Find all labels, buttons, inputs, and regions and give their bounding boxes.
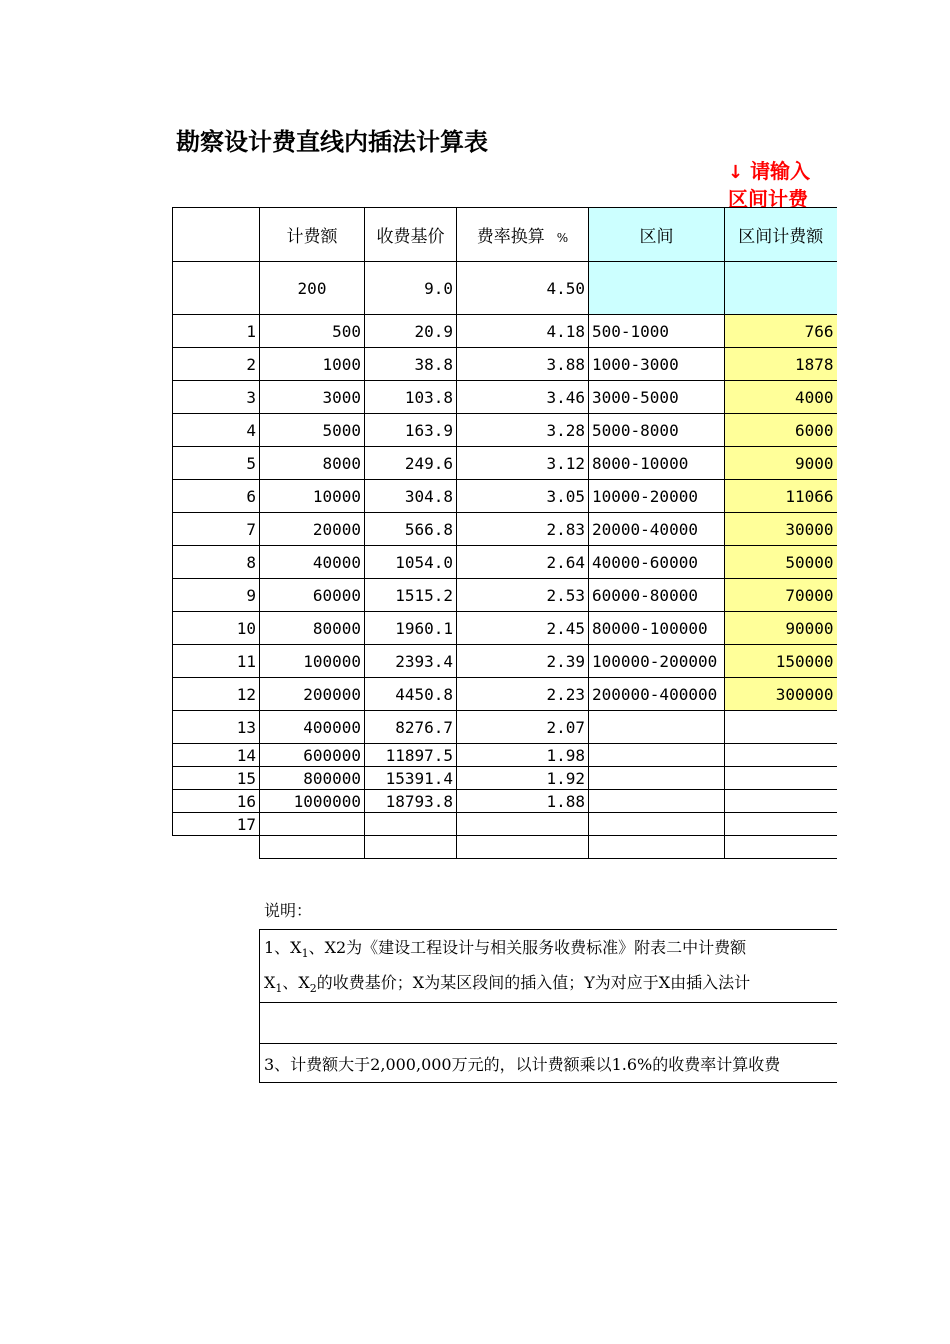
row-index: 13 — [173, 711, 260, 744]
table-row — [173, 744, 837, 767]
row-range — [589, 790, 725, 813]
note-1 — [260, 930, 837, 1003]
note-1-sub-2: 2 — [309, 982, 317, 996]
table-row — [173, 790, 837, 813]
input-rate: 4.50 — [457, 262, 589, 315]
row-range: 100000-200000 — [589, 645, 725, 678]
row-range-amount[interactable]: 6000 — [725, 414, 837, 447]
row-rate: 2.53 — [457, 579, 589, 612]
row-range: 40000-60000 — [589, 546, 725, 579]
row-rate: 2.07 — [457, 711, 589, 744]
row-base: 8276.7 — [365, 711, 457, 744]
row-range: 20000-40000 — [589, 513, 725, 546]
row-range-amount — [725, 711, 837, 744]
input-base: 9.0 — [365, 262, 457, 315]
header-index — [173, 208, 260, 262]
row-rate: 3.46 — [457, 381, 589, 414]
row-index: 11 — [173, 645, 260, 678]
row-range-amount[interactable]: 50000 — [725, 546, 837, 579]
row-range-amount — [725, 744, 837, 767]
header-amount: 计费额 — [260, 208, 365, 262]
row-range-amount[interactable]: 11066 — [725, 480, 837, 513]
empty-cell — [173, 836, 260, 859]
down-arrow-icon: ↓ — [728, 162, 744, 183]
row-index: 2 — [173, 348, 260, 381]
header-range-amount: 区间计费额 — [725, 208, 837, 262]
row-range-amount[interactable]: 90000 — [725, 612, 837, 645]
row-base: 18793.8 — [365, 790, 457, 813]
table-row — [173, 480, 837, 513]
table-row — [173, 348, 837, 381]
row-index: 1 — [173, 315, 260, 348]
row-amount: 20000 — [260, 513, 365, 546]
row-range: 3000-5000 — [589, 381, 725, 414]
notes-label: 说明： — [264, 901, 313, 920]
row-rate: 1.92 — [457, 767, 589, 790]
row-range-amount[interactable]: 30000 — [725, 513, 837, 546]
empty-cell — [457, 836, 589, 859]
row-range-amount[interactable]: 4000 — [725, 381, 837, 414]
table-row — [173, 513, 837, 546]
row-rate: 2.83 — [457, 513, 589, 546]
note-2 — [260, 1003, 837, 1044]
row-range-amount[interactable]: 300000 — [725, 678, 837, 711]
row-index: 9 — [173, 579, 260, 612]
row-base: 4450.8 — [365, 678, 457, 711]
row-index: 6 — [173, 480, 260, 513]
table-row — [173, 546, 837, 579]
row-rate: 3.88 — [457, 348, 589, 381]
header-rate — [457, 208, 589, 262]
table-row-empty — [173, 836, 837, 859]
table-row — [173, 414, 837, 447]
row-amount: 80000 — [260, 612, 365, 645]
row-base: 15391.4 — [365, 767, 457, 790]
row-amount: 500 — [260, 315, 365, 348]
row-index: 8 — [173, 546, 260, 579]
header-range: 区间 — [589, 208, 725, 262]
table-row — [173, 381, 837, 414]
notes-box — [259, 929, 837, 1083]
row-rate: 1.88 — [457, 790, 589, 813]
input-range[interactable] — [589, 262, 725, 315]
row-base: 38.8 — [365, 348, 457, 381]
row-index: 5 — [173, 447, 260, 480]
row-range — [589, 813, 725, 836]
row-range-amount — [725, 790, 837, 813]
row-range-amount[interactable]: 70000 — [725, 579, 837, 612]
header-base: 收费基价 — [365, 208, 457, 262]
table-row — [173, 813, 837, 836]
note-1-sub-1b: 1 — [275, 982, 283, 996]
row-base: 1515.2 — [365, 579, 457, 612]
table-row — [173, 315, 837, 348]
header-row — [173, 208, 837, 262]
row-index: 15 — [173, 767, 260, 790]
table-row — [173, 711, 837, 744]
note-3: 3、计费额大于2,000,000万元的，以计费额乘以1.6%的收费率计算收费 — [264, 1055, 781, 1074]
table-row — [173, 447, 837, 480]
note-1-part-b: 、X2为《建设工程设计与相关服务收费标准》附表二中计费额 — [308, 938, 747, 957]
page-title: 勘察设计费直线内插法计算表 — [176, 128, 488, 156]
row-amount: 400000 — [260, 711, 365, 744]
row-rate: 3.05 — [457, 480, 589, 513]
row-base: 163.9 — [365, 414, 457, 447]
input-amount[interactable]: 200 — [260, 262, 365, 315]
row-base — [365, 813, 457, 836]
row-range: 5000-8000 — [589, 414, 725, 447]
row-rate — [457, 813, 589, 836]
table-row — [173, 579, 837, 612]
input-row — [173, 262, 837, 315]
header-rate-label: 费率换算 — [476, 227, 545, 247]
header-rate-unit: % — [556, 231, 569, 245]
row-range: 8000-10000 — [589, 447, 725, 480]
row-index: 14 — [173, 744, 260, 767]
row-base: 1960.1 — [365, 612, 457, 645]
note-1-part-d: 、X — [282, 973, 310, 993]
row-amount: 3000 — [260, 381, 365, 414]
note-1-part-c: X — [264, 973, 276, 993]
empty-cell — [725, 836, 837, 859]
row-base: 11897.5 — [365, 744, 457, 767]
row-rate: 2.39 — [457, 645, 589, 678]
table-row — [173, 612, 837, 645]
hint-line-1: 请输入 — [750, 159, 811, 183]
row-base: 304.8 — [365, 480, 457, 513]
row-rate: 3.12 — [457, 447, 589, 480]
row-amount: 1000000 — [260, 790, 365, 813]
row-rate: 2.45 — [457, 612, 589, 645]
row-range — [589, 744, 725, 767]
row-amount: 60000 — [260, 579, 365, 612]
input-range-amount[interactable] — [725, 262, 837, 315]
row-range-amount[interactable]: 766 — [725, 315, 837, 348]
row-range: 10000-20000 — [589, 480, 725, 513]
row-range — [589, 711, 725, 744]
row-range-amount[interactable]: 9000 — [725, 447, 837, 480]
row-range-amount — [725, 813, 837, 836]
row-base: 1054.0 — [365, 546, 457, 579]
row-base: 103.8 — [365, 381, 457, 414]
row-index: 7 — [173, 513, 260, 546]
row-rate: 1.98 — [457, 744, 589, 767]
note-1-part-e: 的收费基价；X为某区段间的插入值；Y为对应于X由插入法计 — [316, 973, 751, 993]
row-rate: 4.18 — [457, 315, 589, 348]
empty-cell — [589, 836, 725, 859]
row-base: 2393.4 — [365, 645, 457, 678]
row-rate: 3.28 — [457, 414, 589, 447]
row-base: 249.6 — [365, 447, 457, 480]
row-range — [589, 767, 725, 790]
table-row — [173, 678, 837, 711]
input-hint — [728, 158, 836, 208]
row-amount: 5000 — [260, 414, 365, 447]
row-range-amount[interactable]: 1878 — [725, 348, 837, 381]
row-range: 200000-400000 — [589, 678, 725, 711]
row-rate: 2.64 — [457, 546, 589, 579]
row-amount: 40000 — [260, 546, 365, 579]
row-range-amount — [725, 767, 837, 790]
row-amount: 600000 — [260, 744, 365, 767]
row-index: 4 — [173, 414, 260, 447]
row-base: 20.9 — [365, 315, 457, 348]
row-amount: 800000 — [260, 767, 365, 790]
note-1-sub-1: 1 — [301, 947, 309, 961]
input-index — [173, 262, 260, 315]
row-index: 12 — [173, 678, 260, 711]
row-amount: 1000 — [260, 348, 365, 381]
fee-table — [172, 207, 837, 859]
row-amount: 100000 — [260, 645, 365, 678]
row-range: 80000-100000 — [589, 612, 725, 645]
row-index: 3 — [173, 381, 260, 414]
row-range: 500-1000 — [589, 315, 725, 348]
row-range-amount[interactable]: 150000 — [725, 645, 837, 678]
row-base: 566.8 — [365, 513, 457, 546]
row-rate: 2.23 — [457, 678, 589, 711]
row-range: 1000-3000 — [589, 348, 725, 381]
row-amount: 200000 — [260, 678, 365, 711]
row-index: 10 — [173, 612, 260, 645]
row-range: 60000-80000 — [589, 579, 725, 612]
table-row — [173, 767, 837, 790]
row-amount — [260, 813, 365, 836]
table-row — [173, 645, 837, 678]
empty-cell — [260, 836, 365, 859]
hint-line-2: 区间计费 — [728, 187, 808, 208]
row-index: 16 — [173, 790, 260, 813]
row-amount: 8000 — [260, 447, 365, 480]
row-amount: 10000 — [260, 480, 365, 513]
empty-cell — [365, 836, 457, 859]
note-1-part-a: 1、X — [264, 938, 302, 957]
row-index: 17 — [173, 813, 260, 836]
